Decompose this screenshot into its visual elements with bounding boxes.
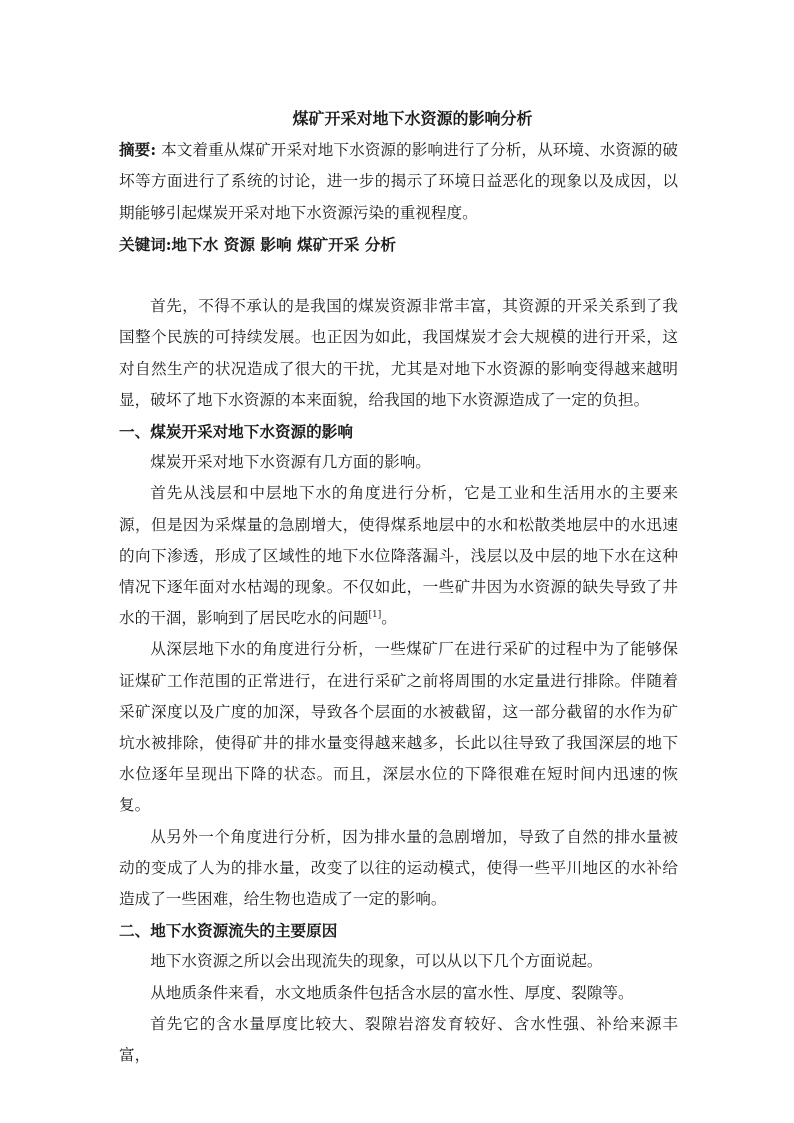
keywords <box>119 229 678 260</box>
blank-line <box>119 260 678 291</box>
abstract-label: 摘要: <box>119 140 157 160</box>
abstract <box>119 134 678 229</box>
section-2-paragraph-1: 地下水资源之所以会出现流失的现象，可以从以下几个方面说起。 <box>150 952 603 971</box>
section-1-paragraph-2-text: 首先从浅层和中层地下水的角度进行分析，它是工业和生活用水的主要来源，但是因为采煤量的急剧增大，使得煤系地层中的水和松散类地层中的水迅速的向下渗透，形成了区域性的地下水位降落漏斗，浅层以及中层的地下水在这种情况下逐年面对水枯竭的现象。不仅如此，一些矿井因为水资源的缺失导致了井水的干涸，影响到了居民吃水的问题 <box>119 484 678 628</box>
document-page <box>119 103 678 1071</box>
section-2-paragraph-2: 从地质条件来看，水文地质条件包括含水层的富水性、厚度、裂隙等。 <box>150 983 634 1002</box>
section-1-paragraph-1: 煤炭开采对地下水资源有几方面的影响。 <box>150 453 431 472</box>
keywords-label: 关键词: <box>119 234 172 254</box>
section-1-heading: 一、煤炭开采对地下水资源的影响 <box>119 422 353 441</box>
section-1-paragraph-2 <box>119 478 678 634</box>
section-2-paragraph-3: 首先它的含水量厚度比较大、裂隙岩溶发育较好、含水性强、补给来源丰富， <box>119 1014 678 1065</box>
section-1-paragraph-3: 从深层地下水的角度进行分析，一些煤矿厂在进行采矿的过程中为了能够保证煤矿工作范围的正常进行，在进行采矿之前将周围的水定量进行排除。伴随着采矿深度以及广度的加深，导致各个层面的水被截留，这一部分截留的水作为矿坑水被排除，使得矿井的排水量变得越来越多，长此以往导致了我国深层的地下水位逐年呈现出下降的状态。而且，深层水位的下降很难在短时间内迅速的恢复。 <box>119 640 678 815</box>
citation-ref: [1] <box>368 610 382 621</box>
section-1-paragraph-4: 从另外一个角度进行分析，因为排水量的急剧增加，导致了自然的排水量被动的变成了人为的排水量，改变了以往的运动模式，使得一些平川地区的水补给造成了一些困难，给生物也造成了一定的影响。 <box>119 827 678 909</box>
page-title: 煤矿开采对地下水资源的影响分析 <box>292 109 533 128</box>
intro-paragraph: 首先，不得不承认的是我国的煤炭资源非常丰富，其资源的开采关系到了我国整个民族的可持续发展。也正因为如此，我国煤炭才会大规模的进行开采，这对自然生产的状况造成了很大的干扰，尤其是对地下水资源的影响变得越来越明显，破坏了地下水资源的本来面貌，给我国的地下水资源造成了一定的负担。 <box>119 297 678 409</box>
section-2-heading: 二、地下水资源流失的主要原因 <box>119 921 338 941</box>
section-1-paragraph-2-end: 。 <box>381 609 397 628</box>
keywords-text: 地下水 资源 影响 煤矿开采 分析 <box>171 234 396 254</box>
abstract-text: 本文着重从煤矿开采对地下水资源的影响进行了分析，从环境、水资源的破坏等方面进行了系统的讨论，进一步的揭示了环境日益恶化的现象以及成因，以期能够引起煤炭开采对地下水资源污染的重视程度。 <box>119 141 678 222</box>
